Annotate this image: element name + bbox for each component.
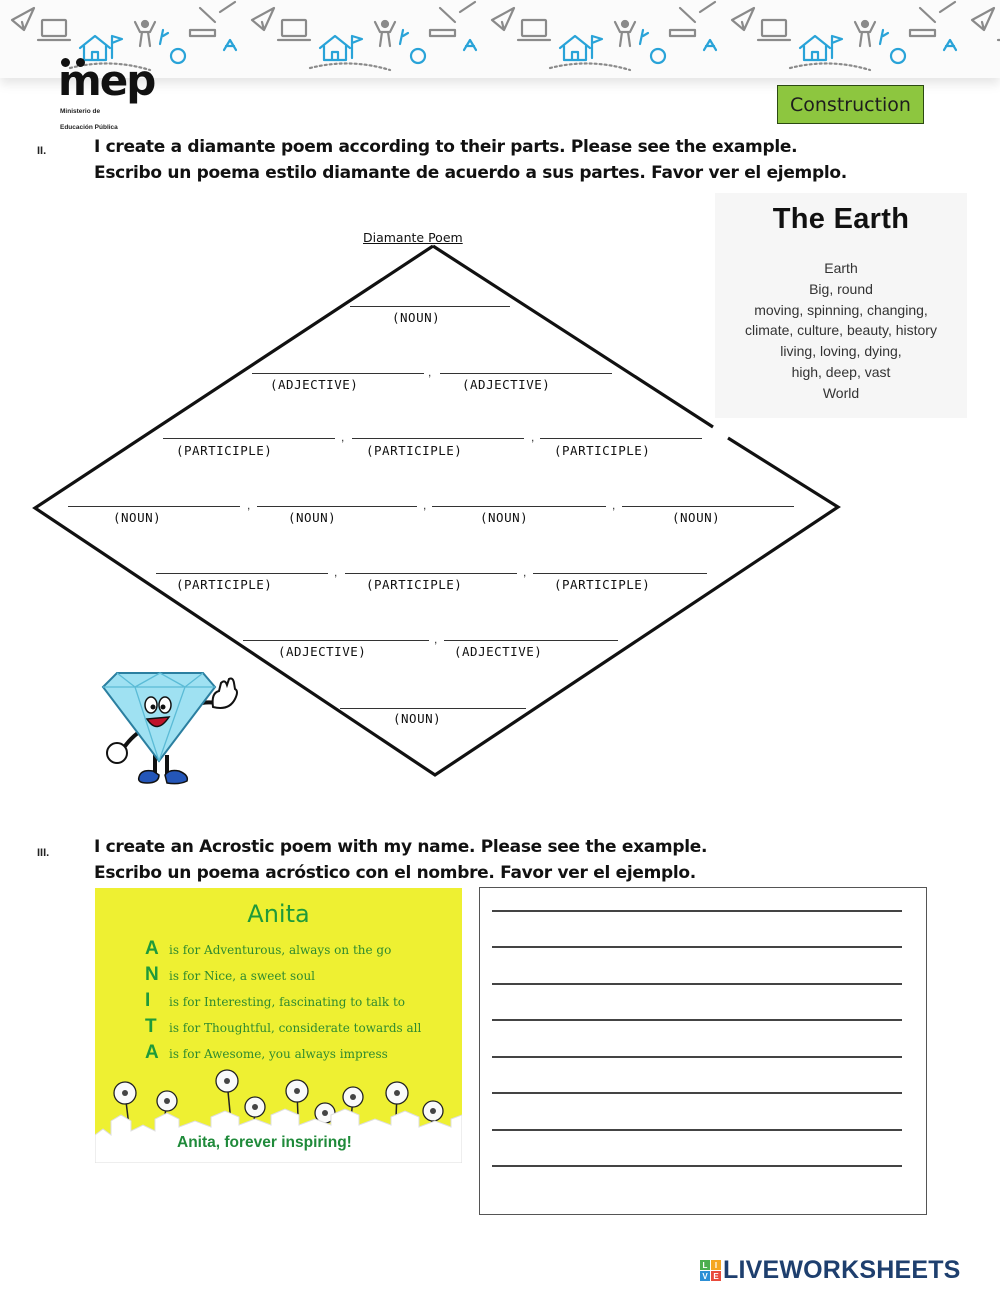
answer-blank[interactable] bbox=[257, 506, 417, 507]
diamond-mascot-icon bbox=[95, 665, 240, 793]
section-number: II. bbox=[37, 145, 47, 157]
answer-blank[interactable] bbox=[444, 640, 618, 641]
part-label: (NOUN) bbox=[113, 510, 162, 525]
separator: , bbox=[434, 632, 438, 646]
answer-blank[interactable] bbox=[622, 506, 794, 507]
example-line: Earth bbox=[824, 260, 858, 276]
writing-line[interactable] bbox=[492, 1165, 902, 1167]
acrostic-example-card bbox=[95, 888, 462, 1163]
acrostic-text: is for Thoughtful, considerate towards all bbox=[169, 1021, 422, 1035]
part-label: (PARTICIPLE) bbox=[366, 577, 463, 592]
example-poem bbox=[715, 258, 967, 404]
example-line: high, deep, vast bbox=[791, 363, 891, 380]
separator: , bbox=[612, 498, 616, 512]
part-label: (NOUN) bbox=[288, 510, 337, 525]
part-label: (PARTICIPLE) bbox=[366, 443, 463, 458]
acrostic-text: is for Nice, a sweet soul bbox=[169, 969, 316, 983]
acrostic-row bbox=[145, 990, 405, 1012]
grid-letter: I bbox=[711, 1260, 721, 1270]
grid-letter: E bbox=[711, 1271, 721, 1281]
logo-subtitle-line1: Ministerio de bbox=[60, 108, 101, 115]
acrostic-text: is for Interesting, fascinating to talk to bbox=[169, 995, 406, 1009]
part-label: (NOUN) bbox=[393, 711, 442, 726]
answer-blank[interactable] bbox=[156, 573, 328, 574]
logo-wordmark: mep bbox=[58, 56, 155, 105]
section-number: III. bbox=[37, 847, 50, 859]
instruction-english: I create an Acrostic poem with my name. Please see the example. bbox=[94, 837, 708, 857]
acrostic-letter: A bbox=[145, 938, 159, 959]
part-label: (PARTICIPLE) bbox=[176, 577, 273, 592]
answer-blank[interactable] bbox=[432, 506, 606, 507]
grid-letter: V bbox=[700, 1271, 710, 1281]
writing-line[interactable] bbox=[492, 983, 902, 985]
part-label: (PARTICIPLE) bbox=[554, 577, 651, 592]
answer-blank[interactable] bbox=[163, 438, 335, 439]
separator: , bbox=[428, 365, 432, 379]
mep-logo bbox=[58, 56, 158, 131]
instruction-spanish: Escribo un poema estilo diamante de acuerdo a sus partes. Favor ver el ejemplo. bbox=[94, 163, 847, 183]
acrostic-banner: Anita, forever inspiring! bbox=[177, 1134, 352, 1151]
separator: , bbox=[334, 565, 338, 579]
live-grid-icon bbox=[700, 1260, 721, 1281]
example-line: climate, culture, beauty, history bbox=[745, 322, 937, 339]
part-label: (NOUN) bbox=[480, 510, 529, 525]
separator: , bbox=[341, 430, 345, 444]
logo-subtitle-line2: Educación Pública bbox=[60, 124, 118, 131]
part-label: (ADJECTIVE) bbox=[462, 377, 551, 392]
acrostic-letter: T bbox=[145, 1016, 157, 1037]
part-label: (PARTICIPLE) bbox=[176, 443, 273, 458]
construction-badge: Construction bbox=[777, 85, 924, 124]
answer-blank[interactable] bbox=[252, 373, 424, 374]
example-line: moving, spinning, changing, bbox=[754, 301, 928, 318]
writing-line[interactable] bbox=[492, 1056, 902, 1058]
writing-line[interactable] bbox=[492, 1129, 902, 1131]
example-line: World bbox=[822, 384, 860, 401]
answer-blank[interactable] bbox=[440, 373, 612, 374]
instruction-english: I create a diamante poem according to their parts. Please see the example. bbox=[94, 137, 798, 157]
acrostic-row bbox=[145, 1042, 388, 1064]
example-line: Big, round bbox=[809, 280, 873, 297]
part-label: (ADJECTIVE) bbox=[270, 377, 359, 392]
answer-blank[interactable] bbox=[533, 573, 707, 574]
acrostic-letter: A bbox=[145, 1042, 159, 1063]
acrostic-row bbox=[145, 1016, 421, 1038]
answer-blank[interactable] bbox=[540, 438, 702, 439]
instruction-spanish: Escribo un poema acróstico con el nombre. Favor ver el ejemplo. bbox=[94, 863, 696, 883]
acrostic-letter: N bbox=[145, 964, 159, 985]
acrostic-text: is for Adventurous, always on the go bbox=[169, 943, 392, 957]
writing-line[interactable] bbox=[492, 910, 902, 912]
part-label: (NOUN) bbox=[672, 510, 721, 525]
writing-line[interactable] bbox=[492, 1092, 902, 1094]
answer-blank[interactable] bbox=[340, 708, 526, 709]
separator: , bbox=[423, 498, 427, 512]
acrostic-row bbox=[145, 964, 315, 986]
earth-example-card bbox=[715, 193, 967, 418]
part-label: (PARTICIPLE) bbox=[554, 443, 651, 458]
answer-blank[interactable] bbox=[68, 506, 240, 507]
part-label: (ADJECTIVE) bbox=[454, 644, 543, 659]
acrostic-letter: I bbox=[145, 990, 151, 1011]
acrostic-answer-box[interactable] bbox=[479, 887, 927, 1215]
answer-blank[interactable] bbox=[352, 438, 524, 439]
answer-blank[interactable] bbox=[243, 640, 429, 641]
grid-letter: L bbox=[700, 1260, 710, 1270]
answer-blank[interactable] bbox=[350, 306, 510, 307]
example-title: The Earth bbox=[772, 203, 910, 235]
acrostic-row bbox=[145, 938, 391, 960]
diamante-title: Diamante Poem bbox=[363, 230, 463, 245]
acrostic-text: is for Awesome, you always impress bbox=[169, 1047, 388, 1061]
writing-line[interactable] bbox=[492, 1019, 902, 1021]
liveworksheets-logo bbox=[700, 1256, 961, 1285]
part-label: (ADJECTIVE) bbox=[278, 644, 367, 659]
separator: , bbox=[247, 498, 251, 512]
example-line: living, loving, dying, bbox=[780, 343, 902, 360]
writing-line[interactable] bbox=[492, 946, 902, 948]
brand-name: LIVEWORKSHEETS bbox=[723, 1256, 961, 1284]
separator: , bbox=[523, 565, 527, 579]
acrostic-title: Anita bbox=[247, 900, 310, 928]
separator: , bbox=[531, 430, 535, 444]
answer-blank[interactable] bbox=[345, 573, 517, 574]
part-label: (NOUN) bbox=[392, 310, 441, 325]
